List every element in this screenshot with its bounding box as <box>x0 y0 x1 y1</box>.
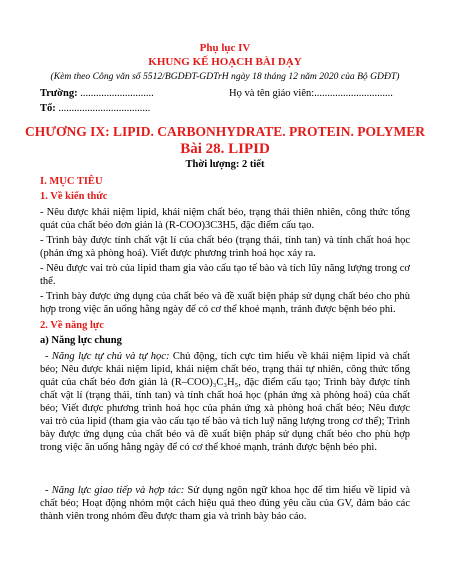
chapter-title: CHƯƠNG IX: LIPID. CARBONHYDRATE. PROTEIN. POLYMER <box>24 124 426 139</box>
knowledge-item: - Nêu được vai trò của lipid tham gia vào cấu tạo tế bào và tích lũy năng lượng trong cơ thể. <box>40 263 410 287</box>
knowledge-item: - Trình bày được tính chất vật lí của chất béo (trạng thái, tính tan) và tính chất hoá học (phản ứng xà phòng hoá). Viết được phương trình hoá học xảy ra. <box>40 235 410 259</box>
team-field <box>40 103 150 114</box>
form-subtitle: (Kèm theo Công văn số 5512/BGDĐT-GDTrH ngày 18 tháng 12 năm 2020 của Bộ GDĐT) <box>50 71 400 82</box>
teacher-dots: .............................. <box>314 88 393 99</box>
self-study-paragraph: - Năng lực tự chủ và tự học: Chủ động, tích cực tìm hiểu về khái niệm lipid và chất béo; Nêu được khái niệm lipid, khái niệm chất béo, trạng thái tự nhiên, công thức tổng quát của chất béo đơn giản là (R–COO)₃C₃H₅, đặc điểm cấu tạo; Trình bày được tính chất vật lí (trạng thái, tính tan) và tính chất hoá học (phản ứng xà phòng hoá) của chất béo; Viết được phương trình hoá học của phản ứng xà phòng hoá chất béo; Nêu được vai trò của lipid (tham gia vào cấu tạo tế bào và tích luỹ năng lượng trong cơ thể); Trình bày được ứng dụng của chất béo và đề xuất biện pháp sử dụng chất béo cho phù hợp trong việc ăn uống hằng ngày để có cơ thể khoẻ mạnh, tránh được bệnh béo phì. <box>40 351 411 453</box>
lesson-title: Bài 28. LIPID <box>180 141 270 157</box>
knowledge-item: - Trình bày được ứng dụng của chất béo và đề xuất biện pháp sử dụng chất béo cho phù hợp trong việc ăn uống hằng ngày để có cơ thể khoẻ mạnh, tránh được bệnh béo phì. <box>40 291 410 315</box>
team-dots: ................................... <box>55 103 151 114</box>
section-general-competence: a) Năng lực chung <box>40 335 122 346</box>
school-dots: ............................ <box>77 88 154 99</box>
section-competence: 2. Về năng lực <box>40 320 104 331</box>
self-study-label: Năng lực tự chủ và tự học: <box>51 351 170 362</box>
section-objectives: I. MỤC TIÊU <box>40 176 103 187</box>
section-knowledge: 1. Về kiến thức <box>40 191 108 202</box>
school-field <box>40 88 154 99</box>
team-label: Tổ: <box>40 103 56 114</box>
teacher-field <box>229 88 393 99</box>
communication-text: Sử dụng ngôn ngữ khoa học để tìm hiểu về lipid và chất béo; Hoạt động nhóm một cách hiệu quả theo đúng yêu cầu của GV, đảm bảo các thành viên trong nhóm đều được tham gia và trình bày báo cáo. <box>40 485 411 522</box>
communication-paragraph: - Năng lực giao tiếp và hợp tác: Sử dụng ngôn ngữ khoa học để tìm hiểu về lipid và chất béo; Hoạt động nhóm một cách hiệu quả theo đúng yêu cầu của GV, đảm bảo các thành viên trong nhóm đều được tham gia và trình bày báo cáo. <box>40 485 411 522</box>
lesson-duration: Thời lượng: 2 tiết <box>185 159 265 170</box>
knowledge-item: - Nêu được khái niệm lipid, khái niệm chất béo, trạng thái thiên nhiên, công thức tổng quát của chất béo đơn giản là (R-COO)3C3H5, đặc điểm cấu tạo. <box>40 207 410 231</box>
communication-label: Năng lực giao tiếp và hợp tác: <box>51 485 185 496</box>
appendix-label: Phụ lục IV <box>199 42 251 54</box>
teacher-label: Họ và tên giáo viên: <box>229 88 315 99</box>
form-title: KHUNG KẾ HOẠCH BÀI DẠY <box>148 56 302 68</box>
school-label: Trường: <box>40 88 78 99</box>
self-study-text: Chủ động, tích cực tìm hiểu về khái niệm lipid và chất béo; Nêu được khái niệm lipid, khái niệm chất béo, trạng thái tự nhiên, công thức tổng quát của chất béo đơn giản là (R–COO)₃C₃H₅, đặc điểm cấu tạo; Trình bày được tính chất vật lí (trạng thái, tính tan) và tính chất hoá học (phản ứng xà phòng hoá) của chất béo; Viết được phương trình hoá học của phản ứng xà phòng hoá chất béo; Nêu được vai trò của lipid (tham gia vào cấu tạo tế bào và tích luỹ năng lượng trong cơ thể); Trình bày được ứng dụng của chất béo và đề xuất biện pháp sử dụng chất béo cho phù hợp trong việc ăn uống hằng ngày để có cơ thể khoẻ mạnh, tránh được bệnh béo phì. <box>40 351 411 453</box>
